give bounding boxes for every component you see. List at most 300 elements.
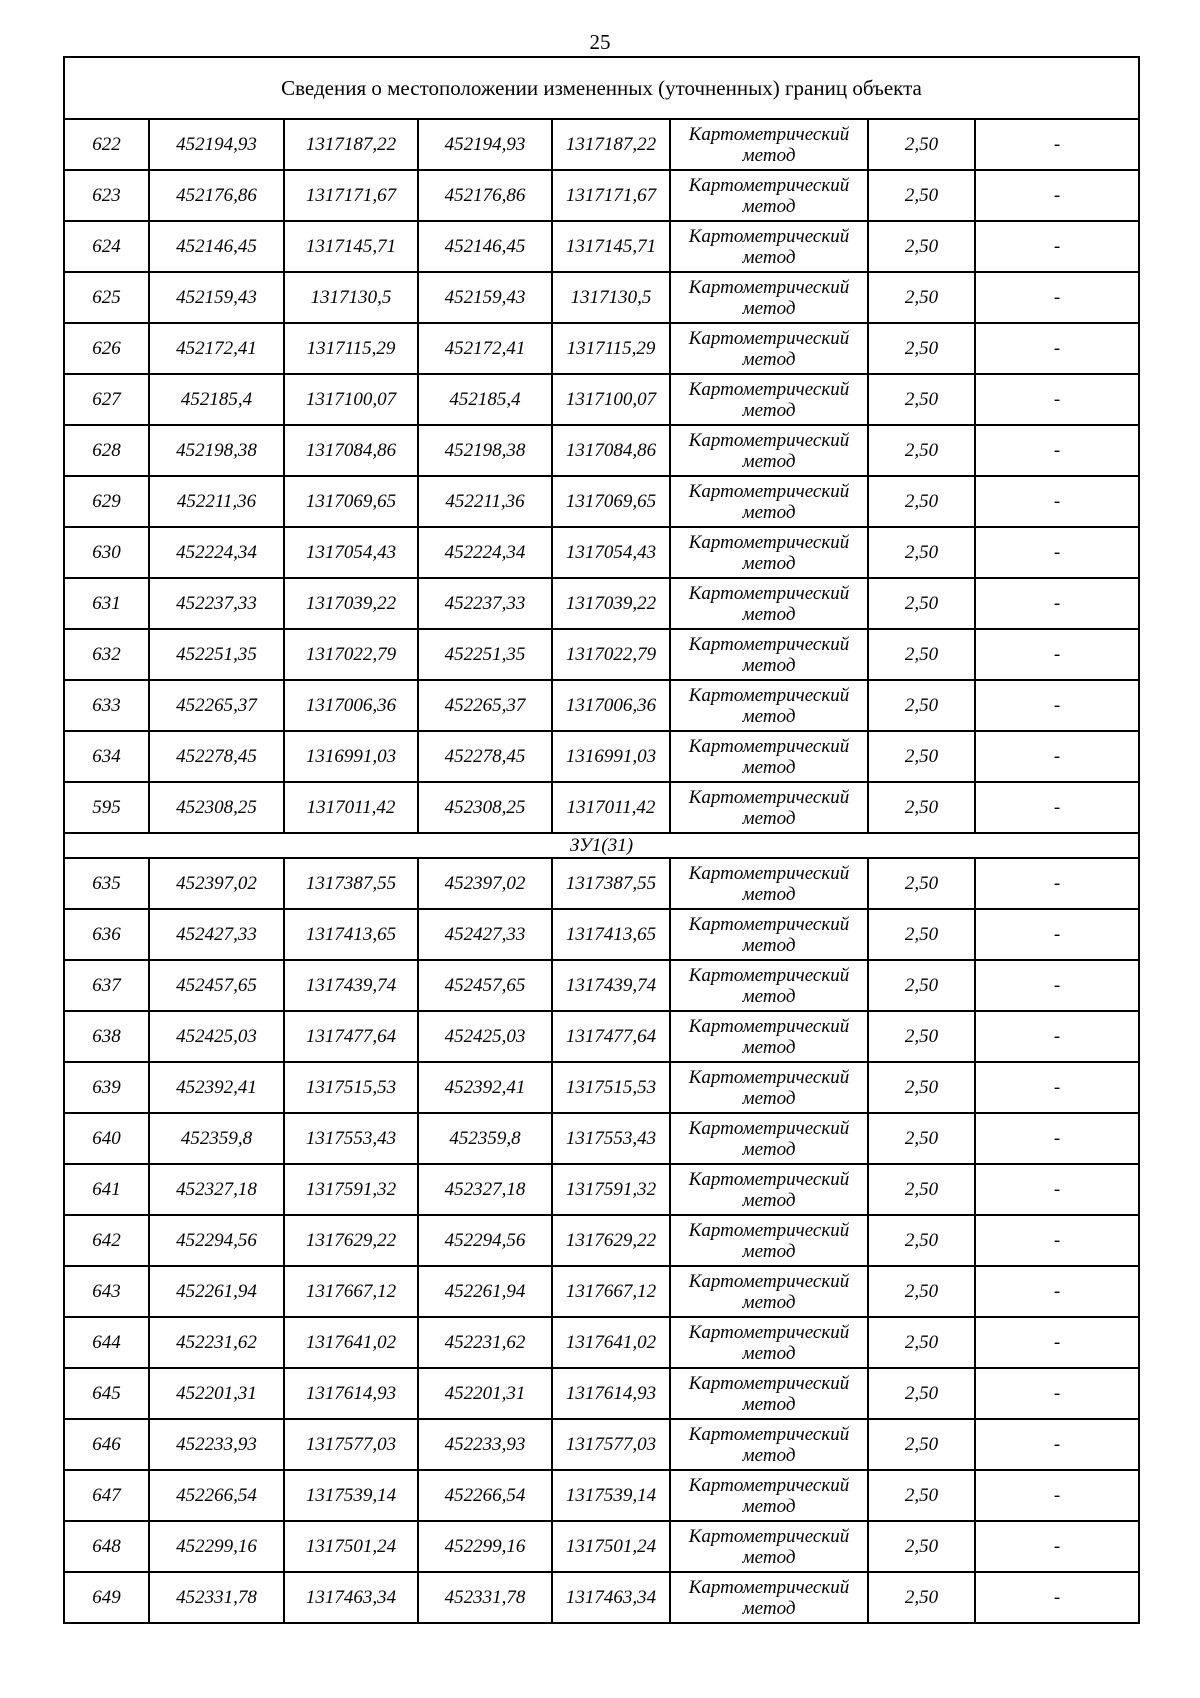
x-existing: 452224,34	[149, 527, 284, 578]
method-cell	[670, 1113, 868, 1164]
accuracy-cell: 2,50	[868, 909, 975, 960]
y-existing: 1317591,32	[284, 1164, 418, 1215]
point-number: 645	[64, 1368, 149, 1419]
accuracy-cell: 2,50	[868, 960, 975, 1011]
y-refined: 1317145,71	[552, 221, 670, 272]
y-existing: 1317387,55	[284, 858, 418, 909]
method-line2: метод	[742, 501, 796, 523]
x-refined: 452194,93	[418, 119, 552, 170]
x-refined: 452233,93	[418, 1419, 552, 1470]
method-line1: Картометрический	[688, 1015, 850, 1037]
method-line2: метод	[742, 883, 796, 905]
section-row	[64, 833, 1139, 858]
table-row	[64, 1011, 1139, 1062]
x-existing: 452251,35	[149, 629, 284, 680]
x-existing: 452231,62	[149, 1317, 284, 1368]
point-number: 629	[64, 476, 149, 527]
description-cell: -	[975, 1113, 1139, 1164]
method-cell	[670, 1521, 868, 1572]
x-existing: 452233,93	[149, 1419, 284, 1470]
table-row	[64, 1419, 1139, 1470]
method-line2: метод	[742, 1393, 796, 1415]
y-refined: 1316991,03	[552, 731, 670, 782]
x-refined: 452146,45	[418, 221, 552, 272]
description-cell: -	[975, 909, 1139, 960]
y-refined: 1317115,29	[552, 323, 670, 374]
method-line1: Картометрический	[688, 1321, 850, 1343]
method-line2: метод	[742, 1495, 796, 1517]
x-existing: 452159,43	[149, 272, 284, 323]
method-line2: метод	[742, 985, 796, 1007]
method-cell	[670, 527, 868, 578]
x-existing: 452172,41	[149, 323, 284, 374]
method-line2: метод	[742, 1444, 796, 1466]
table-row	[64, 1368, 1139, 1419]
table-row	[64, 272, 1139, 323]
x-refined: 452265,37	[418, 680, 552, 731]
table-title: Сведения о местоположении измененных (уточненных) границ объекта	[64, 57, 1139, 119]
method-line2: метод	[742, 934, 796, 956]
y-refined: 1317629,22	[552, 1215, 670, 1266]
accuracy-cell: 2,50	[868, 1521, 975, 1572]
y-existing: 1317463,34	[284, 1572, 418, 1623]
point-number: 640	[64, 1113, 149, 1164]
method-cell	[670, 960, 868, 1011]
description-cell: -	[975, 1164, 1139, 1215]
x-refined: 452172,41	[418, 323, 552, 374]
method-cell	[670, 374, 868, 425]
point-number: 637	[64, 960, 149, 1011]
x-refined: 452261,94	[418, 1266, 552, 1317]
accuracy-cell: 2,50	[868, 1011, 975, 1062]
point-number: 622	[64, 119, 149, 170]
description-cell: -	[975, 374, 1139, 425]
method-line2: метод	[742, 705, 796, 727]
x-refined: 452331,78	[418, 1572, 552, 1623]
method-cell	[670, 476, 868, 527]
method-line1: Картометрический	[688, 1474, 850, 1496]
x-existing: 452331,78	[149, 1572, 284, 1623]
table-row	[64, 1062, 1139, 1113]
table-row	[64, 221, 1139, 272]
y-existing: 1317115,29	[284, 323, 418, 374]
description-cell: -	[975, 170, 1139, 221]
table-row	[64, 170, 1139, 221]
method-line2: метод	[742, 654, 796, 676]
x-existing: 452278,45	[149, 731, 284, 782]
accuracy-cell: 2,50	[868, 272, 975, 323]
method-line1: Картометрический	[688, 1168, 850, 1190]
accuracy-cell: 2,50	[868, 323, 975, 374]
accuracy-cell: 2,50	[868, 1317, 975, 1368]
method-line2: метод	[742, 756, 796, 778]
method-line1: Картометрический	[688, 633, 850, 655]
y-existing: 1317130,5	[284, 272, 418, 323]
method-cell	[670, 1470, 868, 1521]
table-row	[64, 1215, 1139, 1266]
x-existing: 452261,94	[149, 1266, 284, 1317]
method-line2: метод	[742, 1240, 796, 1262]
method-cell	[670, 1266, 868, 1317]
table-row	[64, 680, 1139, 731]
accuracy-cell: 2,50	[868, 1164, 975, 1215]
table-row	[64, 119, 1139, 170]
description-cell: -	[975, 1521, 1139, 1572]
y-existing: 1317006,36	[284, 680, 418, 731]
accuracy-cell: 2,50	[868, 1368, 975, 1419]
accuracy-cell: 2,50	[868, 374, 975, 425]
x-existing: 452425,03	[149, 1011, 284, 1062]
point-number: 647	[64, 1470, 149, 1521]
method-line2: метод	[742, 1087, 796, 1109]
method-cell	[670, 629, 868, 680]
method-cell	[670, 1419, 868, 1470]
accuracy-cell: 2,50	[868, 731, 975, 782]
y-existing: 1317100,07	[284, 374, 418, 425]
point-number: 648	[64, 1521, 149, 1572]
method-cell	[670, 221, 868, 272]
method-line2: метод	[742, 348, 796, 370]
description-cell: -	[975, 323, 1139, 374]
method-line1: Картометрический	[688, 786, 850, 808]
method-cell	[670, 1164, 868, 1215]
y-refined: 1317413,65	[552, 909, 670, 960]
y-existing: 1317054,43	[284, 527, 418, 578]
x-existing: 452266,54	[149, 1470, 284, 1521]
description-cell: -	[975, 1317, 1139, 1368]
accuracy-cell: 2,50	[868, 527, 975, 578]
section-label: ЗУ1(31)	[64, 833, 1139, 858]
method-cell	[670, 731, 868, 782]
method-line2: метод	[742, 552, 796, 574]
y-refined: 1317463,34	[552, 1572, 670, 1623]
point-number: 644	[64, 1317, 149, 1368]
description-cell: -	[975, 1470, 1139, 1521]
description-cell: -	[975, 731, 1139, 782]
x-existing: 452427,33	[149, 909, 284, 960]
x-existing: 452457,65	[149, 960, 284, 1011]
table-row	[64, 629, 1139, 680]
method-cell	[670, 323, 868, 374]
description-cell: -	[975, 858, 1139, 909]
accuracy-cell: 2,50	[868, 782, 975, 833]
point-number: 649	[64, 1572, 149, 1623]
description-cell: -	[975, 119, 1139, 170]
method-cell	[670, 782, 868, 833]
x-existing: 452146,45	[149, 221, 284, 272]
y-refined: 1317641,02	[552, 1317, 670, 1368]
method-line1: Картометрический	[688, 480, 850, 502]
description-cell: -	[975, 782, 1139, 833]
table-row	[64, 1113, 1139, 1164]
x-existing: 452392,41	[149, 1062, 284, 1113]
method-line1: Картометрический	[688, 123, 850, 145]
point-number: 625	[64, 272, 149, 323]
page-number: 25	[589, 30, 611, 54]
method-line2: метод	[742, 297, 796, 319]
method-cell	[670, 578, 868, 629]
y-existing: 1317069,65	[284, 476, 418, 527]
method-cell	[670, 680, 868, 731]
x-existing: 452299,16	[149, 1521, 284, 1572]
y-existing: 1317629,22	[284, 1215, 418, 1266]
point-number: 628	[64, 425, 149, 476]
description-cell: -	[975, 1419, 1139, 1470]
method-line1: Картометрический	[688, 276, 850, 298]
description-cell: -	[975, 527, 1139, 578]
x-refined: 452201,31	[418, 1368, 552, 1419]
description-cell: -	[975, 960, 1139, 1011]
y-refined: 1317084,86	[552, 425, 670, 476]
method-line1: Картометрический	[688, 964, 850, 986]
method-line1: Картометрический	[688, 1117, 850, 1139]
x-refined: 452457,65	[418, 960, 552, 1011]
y-refined: 1317171,67	[552, 170, 670, 221]
method-cell	[670, 425, 868, 476]
point-number: 624	[64, 221, 149, 272]
x-existing: 452265,37	[149, 680, 284, 731]
x-refined: 452397,02	[418, 858, 552, 909]
accuracy-cell: 2,50	[868, 1215, 975, 1266]
method-cell	[670, 272, 868, 323]
y-refined: 1317539,14	[552, 1470, 670, 1521]
y-refined: 1317022,79	[552, 629, 670, 680]
method-line1: Картометрический	[688, 1066, 850, 1088]
y-refined: 1317130,5	[552, 272, 670, 323]
y-refined: 1317187,22	[552, 119, 670, 170]
table-row	[64, 858, 1139, 909]
x-refined: 452308,25	[418, 782, 552, 833]
method-line2: метод	[742, 1138, 796, 1160]
x-existing: 452198,38	[149, 425, 284, 476]
method-line1: Картометрический	[688, 582, 850, 604]
table-row	[64, 1521, 1139, 1572]
x-existing: 452327,18	[149, 1164, 284, 1215]
table-row	[64, 1470, 1139, 1521]
method-cell	[670, 1368, 868, 1419]
description-cell: -	[975, 1215, 1139, 1266]
point-number: 636	[64, 909, 149, 960]
x-existing: 452308,25	[149, 782, 284, 833]
method-cell	[670, 1011, 868, 1062]
method-cell	[670, 170, 868, 221]
point-number: 631	[64, 578, 149, 629]
x-existing: 452211,36	[149, 476, 284, 527]
accuracy-cell: 2,50	[868, 1266, 975, 1317]
x-refined: 452427,33	[418, 909, 552, 960]
description-cell: -	[975, 1368, 1139, 1419]
y-existing: 1317539,14	[284, 1470, 418, 1521]
x-refined: 452224,34	[418, 527, 552, 578]
point-number: 623	[64, 170, 149, 221]
point-number: 642	[64, 1215, 149, 1266]
method-cell	[670, 1572, 868, 1623]
description-cell: -	[975, 272, 1139, 323]
point-number: 595	[64, 782, 149, 833]
x-refined: 452392,41	[418, 1062, 552, 1113]
y-existing: 1317084,86	[284, 425, 418, 476]
point-number: 627	[64, 374, 149, 425]
method-line2: метод	[742, 246, 796, 268]
method-line2: метод	[742, 603, 796, 625]
x-refined: 452159,43	[418, 272, 552, 323]
table-row	[64, 1317, 1139, 1368]
y-refined: 1317577,03	[552, 1419, 670, 1470]
x-refined: 452299,16	[418, 1521, 552, 1572]
x-refined: 452266,54	[418, 1470, 552, 1521]
method-line1: Картометрический	[688, 378, 850, 400]
method-cell	[670, 909, 868, 960]
table-row	[64, 1266, 1139, 1317]
method-line2: метод	[742, 1291, 796, 1313]
method-cell	[670, 858, 868, 909]
y-existing: 1317039,22	[284, 578, 418, 629]
method-line2: метод	[742, 450, 796, 472]
y-refined: 1317477,64	[552, 1011, 670, 1062]
description-cell: -	[975, 1011, 1139, 1062]
table-row	[64, 782, 1139, 833]
point-number: 638	[64, 1011, 149, 1062]
method-line1: Картометрический	[688, 862, 850, 884]
accuracy-cell: 2,50	[868, 1470, 975, 1521]
y-refined: 1317006,36	[552, 680, 670, 731]
y-refined: 1317667,12	[552, 1266, 670, 1317]
method-line1: Картометрический	[688, 735, 850, 757]
y-existing: 1317477,64	[284, 1011, 418, 1062]
y-existing: 1317501,24	[284, 1521, 418, 1572]
y-existing: 1317011,42	[284, 782, 418, 833]
method-line1: Картометрический	[688, 1525, 850, 1547]
y-refined: 1317515,53	[552, 1062, 670, 1113]
table-row	[64, 1572, 1139, 1623]
method-line1: Картометрический	[688, 1270, 850, 1292]
description-cell: -	[975, 629, 1139, 680]
x-existing: 452294,56	[149, 1215, 284, 1266]
accuracy-cell: 2,50	[868, 1062, 975, 1113]
description-cell: -	[975, 425, 1139, 476]
y-existing: 1317022,79	[284, 629, 418, 680]
table-row	[64, 578, 1139, 629]
description-cell: -	[975, 221, 1139, 272]
method-line2: метод	[742, 1546, 796, 1568]
table-row	[64, 1164, 1139, 1215]
table-row	[64, 425, 1139, 476]
description-cell: -	[975, 476, 1139, 527]
x-refined: 452425,03	[418, 1011, 552, 1062]
method-line1: Картометрический	[688, 1576, 850, 1598]
method-cell	[670, 1062, 868, 1113]
y-refined: 1317387,55	[552, 858, 670, 909]
y-refined: 1317501,24	[552, 1521, 670, 1572]
method-line1: Картометрический	[688, 1372, 850, 1394]
boundary-coordinates-table	[63, 56, 1140, 1624]
x-existing: 452397,02	[149, 858, 284, 909]
x-refined: 452211,36	[418, 476, 552, 527]
method-line1: Картометрический	[688, 327, 850, 349]
accuracy-cell: 2,50	[868, 858, 975, 909]
accuracy-cell: 2,50	[868, 170, 975, 221]
y-existing: 1317577,03	[284, 1419, 418, 1470]
point-number: 641	[64, 1164, 149, 1215]
x-existing: 452359,8	[149, 1113, 284, 1164]
method-line2: метод	[742, 1597, 796, 1619]
table-row	[64, 731, 1139, 782]
method-line1: Картометрический	[688, 429, 850, 451]
accuracy-cell: 2,50	[868, 476, 975, 527]
x-refined: 452327,18	[418, 1164, 552, 1215]
x-refined: 452359,8	[418, 1113, 552, 1164]
point-number: 643	[64, 1266, 149, 1317]
x-refined: 452294,56	[418, 1215, 552, 1266]
accuracy-cell: 2,50	[868, 680, 975, 731]
table-row	[64, 374, 1139, 425]
x-refined: 452278,45	[418, 731, 552, 782]
accuracy-cell: 2,50	[868, 1572, 975, 1623]
accuracy-cell: 2,50	[868, 425, 975, 476]
table-row	[64, 960, 1139, 1011]
method-line2: метод	[742, 144, 796, 166]
table-title-row	[64, 57, 1139, 119]
point-number: 632	[64, 629, 149, 680]
method-line1: Картометрический	[688, 225, 850, 247]
x-refined: 452185,4	[418, 374, 552, 425]
accuracy-cell: 2,50	[868, 1419, 975, 1470]
method-line1: Картометрический	[688, 531, 850, 553]
y-existing: 1317187,22	[284, 119, 418, 170]
method-line2: метод	[742, 195, 796, 217]
x-existing: 452194,93	[149, 119, 284, 170]
y-existing: 1317667,12	[284, 1266, 418, 1317]
accuracy-cell: 2,50	[868, 578, 975, 629]
y-refined: 1317054,43	[552, 527, 670, 578]
table-row	[64, 323, 1139, 374]
method-line1: Картометрический	[688, 684, 850, 706]
description-cell: -	[975, 1266, 1139, 1317]
y-refined: 1317591,32	[552, 1164, 670, 1215]
accuracy-cell: 2,50	[868, 629, 975, 680]
description-cell: -	[975, 578, 1139, 629]
description-cell: -	[975, 680, 1139, 731]
y-existing: 1317145,71	[284, 221, 418, 272]
y-existing: 1317413,65	[284, 909, 418, 960]
point-number: 646	[64, 1419, 149, 1470]
x-refined: 452176,86	[418, 170, 552, 221]
y-existing: 1317171,67	[284, 170, 418, 221]
accuracy-cell: 2,50	[868, 1113, 975, 1164]
method-line2: метод	[742, 1342, 796, 1364]
y-refined: 1317039,22	[552, 578, 670, 629]
y-refined: 1317011,42	[552, 782, 670, 833]
method-line2: метод	[742, 1189, 796, 1211]
y-existing: 1317614,93	[284, 1368, 418, 1419]
point-number: 626	[64, 323, 149, 374]
y-existing: 1317553,43	[284, 1113, 418, 1164]
point-number: 639	[64, 1062, 149, 1113]
y-refined: 1317439,74	[552, 960, 670, 1011]
method-line1: Картометрический	[688, 174, 850, 196]
y-existing: 1317439,74	[284, 960, 418, 1011]
x-existing: 452201,31	[149, 1368, 284, 1419]
table-row	[64, 527, 1139, 578]
point-number: 635	[64, 858, 149, 909]
y-existing: 1317515,53	[284, 1062, 418, 1113]
description-cell: -	[975, 1062, 1139, 1113]
method-line1: Картометрический	[688, 1219, 850, 1241]
table-row	[64, 476, 1139, 527]
x-existing: 452185,4	[149, 374, 284, 425]
y-refined: 1317614,93	[552, 1368, 670, 1419]
point-number: 630	[64, 527, 149, 578]
